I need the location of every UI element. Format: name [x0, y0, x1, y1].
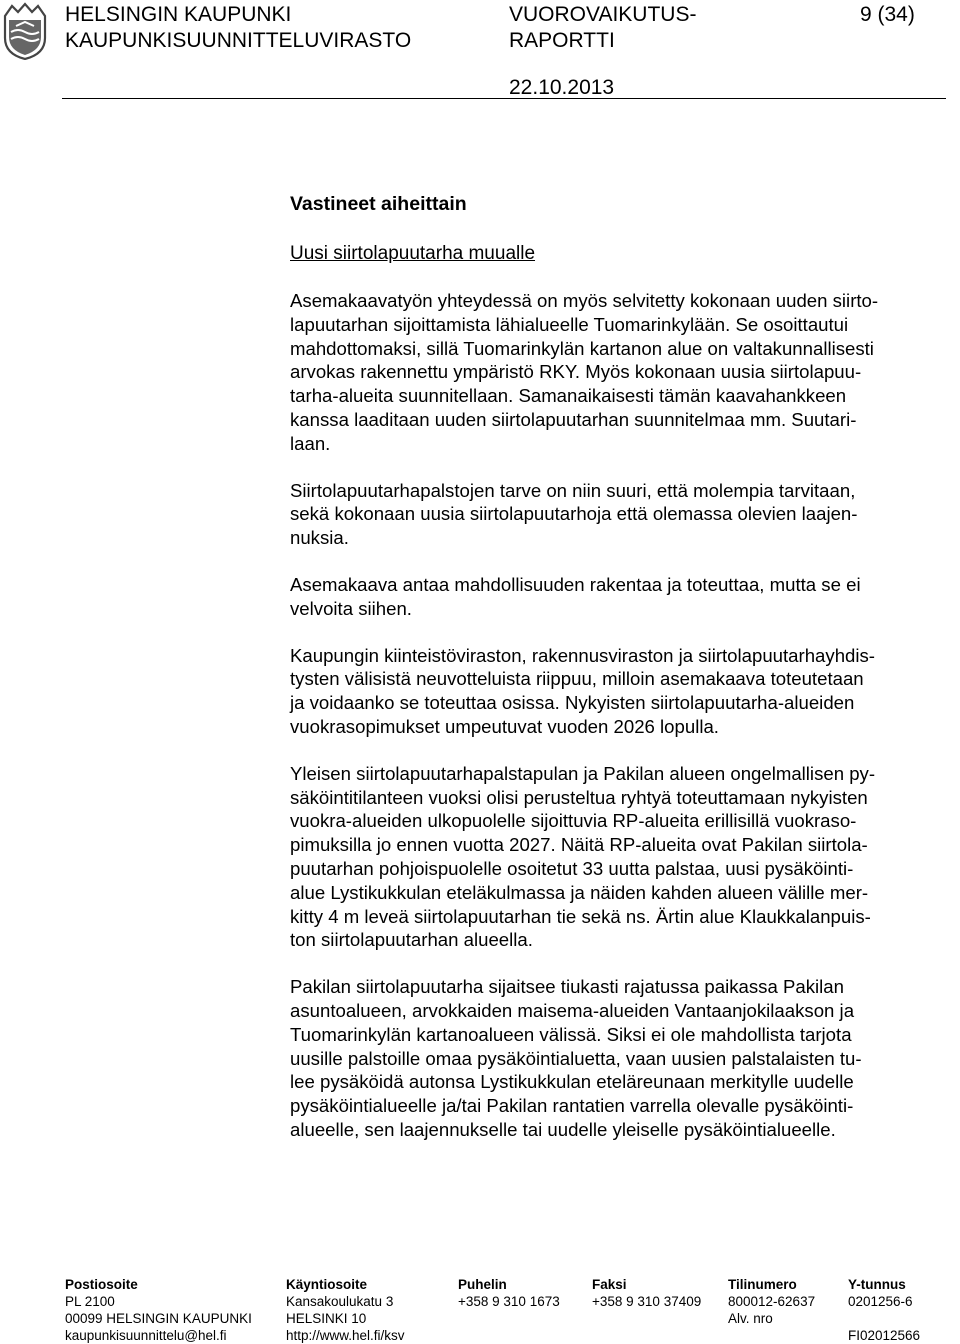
footer-line: PL 2100: [65, 1294, 115, 1309]
paragraph-line: velvoita siihen.: [290, 597, 412, 619]
paragraph-line: Pakilan siirtolapuutarha sijaitsee tiukasti rajatussa paikassa Pakilan: [290, 976, 844, 998]
footer-line: HELSINKI 10: [286, 1311, 367, 1326]
footer-column: [848, 1276, 920, 1344]
doctype-line-2: RAPORTTI: [509, 29, 615, 52]
footer-line: +358 9 310 37409: [592, 1294, 702, 1309]
section-subheading: Uusi siirtolapuutarha muualle: [290, 243, 536, 264]
paragraph-line: kitty 4 m leveä siirtolapuutarhan tie sekä ns. Ärtin alue Klaukkalanpuis-: [290, 905, 871, 927]
paragraph-line: nuksia.: [290, 527, 349, 549]
paragraph: [290, 573, 950, 621]
footer-line: Alv. nro: [728, 1311, 773, 1326]
paragraph-line: puutarhan pohjoispuolelle osoitetut 33 uutta palstaa, uusi pysäköinti-: [290, 857, 854, 879]
organization-name: [65, 2, 411, 54]
footer-line: [848, 1310, 920, 1327]
paragraph-line: mahdottomaksi, sillä Tuomarinkylän kartanon alue on valtakunnallisesti: [290, 337, 874, 359]
page-number: 9 (34): [860, 3, 915, 26]
footer-column-heading: Y-tunnus: [848, 1277, 906, 1292]
paragraph-line: Kaupungin kiinteistöviraston, rakennusviraston ja siirtolapuutarhayhdis-: [290, 644, 875, 666]
paragraph: [290, 644, 950, 739]
footer-line: FI02012566: [848, 1328, 921, 1343]
paragraph-line: alue Lystikukkulan eteläkulmassa ja näiden kahden alueen välille mer-: [290, 881, 869, 903]
page-header: [0, 0, 960, 100]
footer-column: [286, 1276, 405, 1344]
paragraph-line: ja voidaanko se toteuttaa osissa. Nykyisten siirtolapuutarha-alueiden: [290, 692, 855, 714]
paragraph-line: Siirtolapuutarhapalstojen tarve on niin suuri, että molempia tarvitaan,: [290, 479, 856, 501]
footer-column-heading: Puhelin: [458, 1277, 507, 1292]
paragraph-line: laan.: [290, 432, 331, 454]
paragraph-line: lapuutarhan sijoittamista lähialueelle Tuomarinkylään. Se osoittautui: [290, 313, 849, 335]
paragraph-line: säköintitilanteen vuoksi olisi perusteltua ryhtyä toteuttamaan nykyisten: [290, 786, 868, 808]
document-body: [290, 192, 950, 1142]
footer-line: 00099 HELSINGIN KAUPUNKI: [65, 1311, 252, 1326]
document-date: 22.10.2013: [509, 76, 615, 99]
footer-column: [65, 1276, 252, 1344]
paragraph-line: kanssa laaditaan uuden siirtolapuutarhan suunnitelmaa mm. Suutari-: [290, 408, 857, 430]
paragraph-line: Tuomarinkylän kartanoalueen välissä. Siksi ei ole mahdollista tarjota: [290, 1023, 852, 1045]
paragraph-line: uusille palstoille omaa pysäköintialuetta, vaan uusien palstalaisten tu-: [290, 1047, 862, 1069]
paragraph-line: tarha-alueita suunnitellaan. Samanaikaisesti tämän kaavahankkeen: [290, 385, 847, 407]
paragraph: [290, 762, 950, 952]
footer-column-heading: Postiosoite: [65, 1277, 138, 1292]
paragraph-list: [290, 289, 950, 1142]
footer-column: [728, 1276, 815, 1327]
paragraph-line: Asemakaava antaa mahdollisuuden rakentaa ja toteuttaa, mutta se ei: [290, 573, 861, 595]
footer-column-heading: Käyntiosoite: [286, 1277, 368, 1292]
footer-line: Kansakoulukatu 3: [286, 1294, 394, 1309]
header-divider: [62, 98, 946, 99]
paragraph-line: asuntoalueen, arvokkaiden maisema-alueiden Vantaanjokilaakson ja: [290, 999, 855, 1021]
footer-line: http://www.hel.fi/ksv: [286, 1328, 405, 1343]
footer-line: kaupunkisuunnittelu@hel.fi: [65, 1328, 227, 1343]
paragraph-line: pimuksilla jo ennen vuotta 2027. Näitä RP-alueita ovat Pakilan siirtola-: [290, 834, 868, 856]
paragraph-line: sekä kokonaan uusia siirtolapuutarhoja että olemassa olevien laajen-: [290, 503, 858, 525]
org-line-2: KAUPUNKISUUNNITTELUVIRASTO: [65, 29, 412, 52]
paragraph-line: vuokrasopimukset umpeutuvat vuoden 2026 lopulla.: [290, 715, 719, 737]
paragraph-line: vuokra-alueiden ulkopuolelle sijoittuvia RP-alueita erillisillä vuokraso-: [290, 810, 857, 832]
section-heading: Vastineet aiheittain: [290, 193, 467, 215]
doctype-line-1: VUOROVAIKUTUS-: [509, 3, 697, 26]
paragraph-line: Yleisen siirtolapuutarhapalstapulan ja Pakilan alueen ongelmallisen py-: [290, 762, 876, 784]
footer-column: [592, 1276, 701, 1310]
footer-line: 800012-62637: [728, 1294, 816, 1309]
footer-column: [458, 1276, 560, 1310]
footer-column-heading: Tilinumero: [728, 1277, 797, 1292]
page-footer: [0, 1276, 960, 1342]
paragraph: [290, 289, 950, 456]
paragraph-line: lee pysäköidä autonsa Lystikukkulan eteläreunaan merkitylle uudelle: [290, 1071, 854, 1093]
document-type: [509, 2, 696, 54]
paragraph: [290, 975, 950, 1142]
footer-line: +358 9 310 1673: [458, 1294, 560, 1309]
paragraph-line: arvokas rakennettu ympäristö RKY. Myös kokonaan uusia siirtolapuu-: [290, 361, 862, 383]
helsinki-crest-icon: [2, 2, 48, 60]
paragraph-line: tysten välisistä neuvotteluista riippuu, milloin asemakaava toteutetaan: [290, 668, 864, 690]
org-line-1: HELSINGIN KAUPUNKI: [65, 3, 292, 26]
paragraph: [290, 479, 950, 550]
paragraph-line: pysäköintialueelle ja/tai Pakilan rantatien varrella olevalle pysäköinti-: [290, 1095, 854, 1117]
paragraph-line: Asemakaavatyön yhteydessä on myös selvitetty kokonaan uuden siirto-: [290, 290, 879, 311]
paragraph-line: ton siirtolapuutarhan alueella.: [290, 929, 533, 951]
paragraph-line: alueelle, sen laajennukselle tai uudelle yleiselle pysäköintialueelle.: [290, 1118, 836, 1140]
footer-line: 0201256-6: [848, 1294, 913, 1309]
footer-column-heading: Faksi: [592, 1277, 627, 1292]
